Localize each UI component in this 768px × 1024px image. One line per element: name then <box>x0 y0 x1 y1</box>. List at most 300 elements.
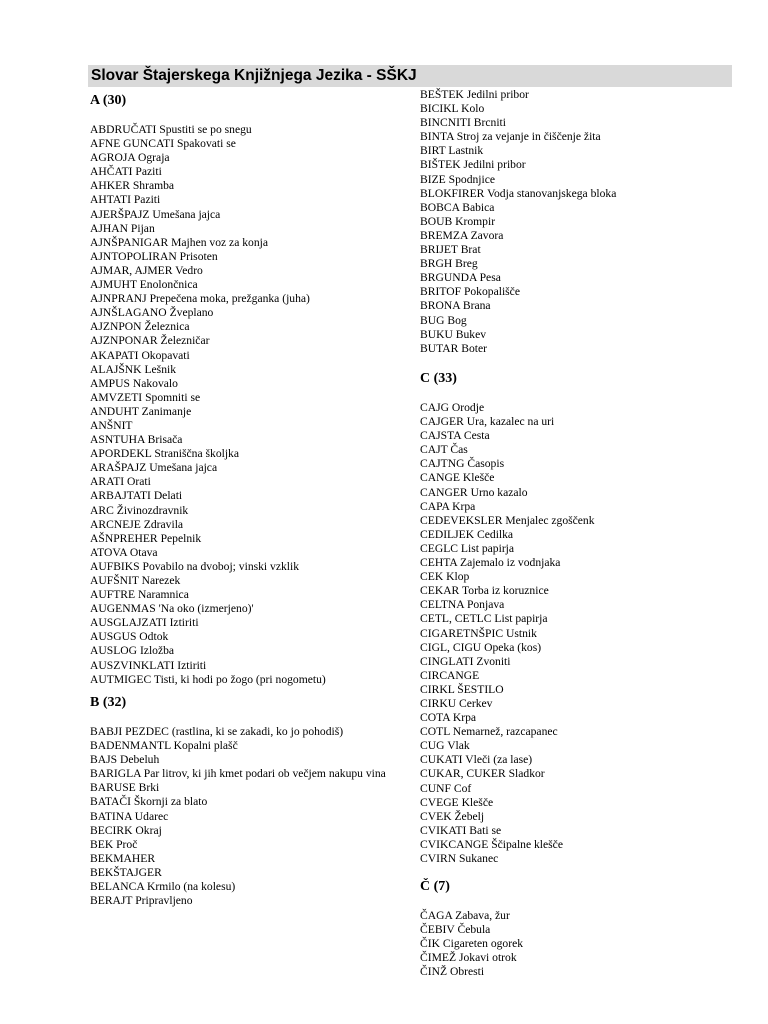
entry-term: ANŠNIT <box>90 418 133 432</box>
entry-definition: Brisača <box>147 433 183 447</box>
dictionary-entry <box>420 471 740 485</box>
entry-term: AHTATI <box>90 193 131 207</box>
entry-definition: (rastlina, ki se zakadi, ko jo pohodiš) <box>171 725 344 738</box>
entry-definition: Prepečena moka, prežganka (juha) <box>149 292 310 306</box>
entry-definition: Brki <box>138 781 160 795</box>
dictionary-entry <box>90 880 410 894</box>
entry-term: BARUSE <box>90 781 136 795</box>
title-bar <box>88 65 732 87</box>
dictionary-entry <box>90 588 410 602</box>
dictionary-entry <box>90 504 410 518</box>
dictionary-entry <box>420 314 740 328</box>
dictionary-entry <box>420 683 740 697</box>
entry-definition: Pepelnik <box>160 531 202 545</box>
dictionary-entry <box>90 739 410 753</box>
entry-term: CEK <box>420 570 444 584</box>
dictionary-entry <box>420 627 740 641</box>
dictionary-entry <box>90 123 410 137</box>
entry-definition: Kolo <box>461 102 485 116</box>
entry-term: CELTNA <box>420 598 465 612</box>
entry-term: ČIMEŽ <box>420 951 457 965</box>
entry-definition: Umešana jajca <box>149 461 218 475</box>
entry-definition: 'Na oko (izmerjeno)' <box>158 602 254 616</box>
entry-definition: Boter <box>461 341 488 355</box>
entry-definition: Ščipalne klešče <box>491 837 563 851</box>
dictionary-entry <box>420 641 740 655</box>
entry-term: CIRKU <box>420 696 457 710</box>
letter-section <box>90 694 410 908</box>
dictionary-entry <box>90 137 410 151</box>
entry-term: COTL <box>420 725 450 739</box>
entry-term: CEDEVEKSLER <box>420 513 503 527</box>
entry-definition: Orati <box>127 475 151 489</box>
dictionary-entry <box>420 486 740 500</box>
entry-definition: Cerkev <box>458 696 493 710</box>
entry-definition: Obresti <box>449 965 485 979</box>
entry-definition: Spakovati se <box>176 137 236 151</box>
dictionary-entry <box>420 257 740 271</box>
entry-term: BABJI PEZDEC <box>90 725 169 738</box>
dictionary-entry <box>90 320 410 334</box>
section-heading: B (32) <box>90 695 127 710</box>
dictionary-entry <box>90 795 410 809</box>
dictionary-entry <box>90 179 410 193</box>
dictionary-entry <box>90 489 410 503</box>
section-heading: C (33) <box>420 371 457 386</box>
entry-term: ARATI <box>90 475 125 489</box>
entry-definition: Zavora <box>470 228 504 242</box>
dictionary-entry <box>420 443 740 457</box>
entry-term: ČINŽ <box>420 965 448 979</box>
dictionary-entry <box>420 937 740 951</box>
entry-definition: Jedilni pribor <box>466 88 529 101</box>
entry-term: CVEK <box>420 809 452 823</box>
dictionary-entry <box>420 739 740 753</box>
entry-term: ČAGA <box>420 909 453 922</box>
entry-term: ČIK <box>420 937 440 951</box>
entry-term: AUSGLAJZATI <box>90 616 167 630</box>
entry-definition: Babica <box>462 200 495 214</box>
entry-definition: ŠESTILO <box>457 682 504 696</box>
entry-term: BOBCA <box>420 200 460 214</box>
document-title: Slovar Štajerskega Knjižnjega Jezika - SŠKJ <box>91 67 417 84</box>
entry-definition: Breg <box>455 257 478 271</box>
entry-term: AUSLOG <box>90 644 138 658</box>
entry-definition: Paziti <box>135 165 162 179</box>
dictionary-entry <box>420 697 740 711</box>
entry-term: BECIRK <box>90 823 133 837</box>
entry-term: AUFŠNIT <box>90 574 139 587</box>
entry-definition: Zdravila <box>143 517 184 531</box>
dictionary-entry <box>90 250 410 264</box>
entry-term: CIGL, CIGU <box>420 640 482 654</box>
entry-term: BAJS <box>90 753 118 767</box>
entry-term: BRITOF <box>420 285 462 299</box>
dictionary-entry <box>420 782 740 796</box>
entry-definition: Vleči (za lase) <box>465 753 533 767</box>
dictionary-entry <box>90 838 410 852</box>
entry-definition: Sukanec <box>458 852 499 865</box>
dictionary-entry <box>90 753 410 767</box>
dictionary-entry <box>420 951 740 965</box>
entry-term: BEKMAHER <box>90 851 156 865</box>
dictionary-entry <box>420 528 740 542</box>
dictionary-entry <box>90 518 410 532</box>
dictionary-entry <box>90 363 410 377</box>
entry-term: CEDILJEK <box>420 527 475 541</box>
dictionary-entry <box>90 419 410 433</box>
dictionary-entry <box>420 556 740 570</box>
entry-list <box>420 401 740 866</box>
entry-term: AJNTOPOLIRAN <box>90 249 177 263</box>
entry-term: BIŠTEK <box>420 158 461 172</box>
dictionary-entry <box>420 342 740 356</box>
entry-definition: Zvoniti <box>476 654 511 668</box>
entry-definition: Cigareten ogorek <box>442 937 524 951</box>
entry-term: BEKŠTAJGER <box>90 865 162 879</box>
section-heading: Č (7) <box>420 879 450 894</box>
entry-definition: Ura, kazalec na uri <box>466 415 555 429</box>
dictionary-entry <box>90 349 410 363</box>
dictionary-entry <box>90 447 410 461</box>
entry-definition: Krpa <box>452 711 477 725</box>
entry-term: ARAŠPAJZ <box>90 461 147 475</box>
entry-term: AKAPATI <box>90 348 139 362</box>
entry-definition: Jokavi otrok <box>458 951 517 965</box>
dictionary-entry <box>90 278 410 292</box>
entry-term: AUTMIGEC <box>90 672 152 686</box>
entry-definition: Žveplano <box>169 306 214 320</box>
entry-term: ATOVA <box>90 545 127 559</box>
entry-term: CIGARETNŠPIC <box>420 626 504 640</box>
entry-term: BELANCA <box>90 880 145 894</box>
entry-definition: Povabilo na dvoboj; vinski vzklik <box>142 559 300 573</box>
entry-definition: Vlak <box>447 739 470 753</box>
entry-term: CETL, CETLC <box>420 612 492 626</box>
entry-definition: Odtok <box>139 630 169 644</box>
dictionary-entry <box>90 292 410 306</box>
dictionary-entry <box>420 215 740 229</box>
entry-definition: Zajemalo iz vodnjaka <box>459 556 561 570</box>
entry-definition: Narezek <box>141 574 181 587</box>
dictionary-entry <box>420 669 740 683</box>
dictionary-entry <box>90 725 410 739</box>
entry-term: BRONA <box>420 299 460 313</box>
dictionary-entry <box>420 711 740 725</box>
entry-term: CAJT <box>420 443 448 457</box>
entry-definition: Torba iz koruznice <box>462 584 549 598</box>
entry-term: ČEBIV <box>420 923 455 937</box>
dictionary-entry <box>420 144 740 158</box>
entry-term: CVIKATI <box>420 823 467 837</box>
entry-term: ARBAJTATI <box>90 489 151 503</box>
dictionary-entry <box>420 852 740 866</box>
entry-term: AJZNPON <box>90 320 142 334</box>
entry-term: BIRT <box>420 144 446 158</box>
letter-section <box>90 92 410 687</box>
entry-term: CUKAR, CUKER <box>420 767 506 781</box>
entry-definition: Cof <box>453 781 472 795</box>
entry-term: BIZE <box>420 172 446 186</box>
entry-term: CAJTNG <box>420 457 465 471</box>
dictionary-entry <box>90 767 402 781</box>
entry-term: ANDUHT <box>90 404 139 418</box>
entry-definition: Stroj za vejanje in čiščenje žita <box>456 130 601 144</box>
dictionary-entry <box>90 405 410 419</box>
entry-term: AUFTRE <box>90 588 136 602</box>
dictionary-entry <box>420 158 740 172</box>
dictionary-entry <box>90 546 410 560</box>
entry-definition: Vodja stanovanjskega bloka <box>487 186 617 200</box>
entry-definition: Vedro <box>175 263 203 277</box>
dictionary-entry <box>420 229 740 243</box>
entry-term: BRGUNDA <box>420 271 477 285</box>
dictionary-entry <box>90 574 410 588</box>
dictionary-entry <box>420 328 740 342</box>
dictionary-entry <box>420 612 740 626</box>
entry-definition: Jedilni pribor <box>463 158 526 172</box>
entry-definition: Krpa <box>452 499 476 513</box>
dictionary-entry <box>90 151 410 165</box>
dictionary-entry <box>90 461 410 475</box>
entry-definition: Brat <box>460 243 481 257</box>
dictionary-entry <box>420 201 740 215</box>
entry-definition: Enolončnica <box>139 278 198 292</box>
entry-definition: Lastnik <box>448 144 484 158</box>
entry-term: CEKAR <box>420 584 460 598</box>
entry-definition: Ustnik <box>506 626 537 640</box>
entry-term: CAJG <box>420 401 449 414</box>
letter-section <box>420 370 740 866</box>
dictionary-entry <box>90 644 410 658</box>
entry-definition: Klešče <box>461 795 494 809</box>
entry-term: BINTA <box>420 130 454 144</box>
entry-term: CINGLATI <box>420 654 474 668</box>
entry-term: CANGER <box>420 485 468 499</box>
letter-section <box>420 88 740 356</box>
entry-term: AMVZETI <box>90 390 143 404</box>
entry-term: AJNPRANJ <box>90 292 147 306</box>
entry-term: CUNF <box>420 781 451 795</box>
entry-definition: Spomniti se <box>145 390 201 404</box>
entry-term: CEHTA <box>420 556 458 570</box>
entry-term: BUG <box>420 313 445 327</box>
dictionary-entry <box>90 475 410 489</box>
entry-term: BATINA <box>90 809 132 823</box>
entry-definition: Pijan <box>130 221 155 235</box>
entry-term: AJMAR, AJMER <box>90 263 173 277</box>
entry-term: CAJGER <box>420 415 464 429</box>
dictionary-entry <box>420 102 740 116</box>
dictionary-entry <box>420 796 740 810</box>
entry-definition: Žebelj <box>454 809 485 823</box>
entry-definition: Časopis <box>467 457 505 471</box>
entry-term: ABDRUČATI <box>90 123 157 136</box>
entry-term: BARIGLA <box>90 767 141 781</box>
entry-term: AGROJA <box>90 151 136 165</box>
dictionary-entry <box>90 433 410 447</box>
entry-term: AUSZVINKLATI <box>90 658 175 672</box>
entry-term: AFNE GUNCATI <box>90 137 175 151</box>
dictionary-entry <box>420 187 740 201</box>
entry-term: BRGH <box>420 257 453 271</box>
entry-term: ARCNEJE <box>90 517 141 531</box>
entry-definition: Bati se <box>469 823 502 837</box>
entry-term: AJMUHT <box>90 278 137 292</box>
entry-term: CVIRN <box>420 852 457 865</box>
dictionary-entry <box>420 88 740 102</box>
entry-definition: Spodnjice <box>448 172 496 186</box>
dictionary-entry <box>420 401 740 415</box>
dictionary-entry <box>420 271 740 285</box>
entry-term: BADENMANTL <box>90 739 171 753</box>
entry-definition: List papirja <box>494 612 548 626</box>
dictionary-entry <box>420 130 740 144</box>
dictionary-entry <box>90 165 410 179</box>
entry-definition: Klop <box>446 570 470 584</box>
entry-term: BEK <box>90 837 114 851</box>
entry-definition: Železnica <box>144 320 190 334</box>
entry-term: ALAJŠNK <box>90 362 142 376</box>
dictionary-entry <box>90 616 410 630</box>
entry-definition: Zabava, žur <box>455 909 510 922</box>
entry-definition: Urno kazalo <box>470 485 528 499</box>
entry-list <box>90 725 410 908</box>
entry-term: CIRCANGE <box>420 668 480 682</box>
dictionary-entry <box>90 630 410 644</box>
dictionary-entry <box>420 285 740 299</box>
dictionary-entry <box>420 909 740 923</box>
dictionary-entry <box>90 852 410 866</box>
entry-definition: Umešana jajca <box>152 207 221 221</box>
entry-term: CVEGE <box>420 795 459 809</box>
entry-definition: Pokopališče <box>463 285 520 299</box>
dictionary-entry <box>90 391 410 405</box>
entry-term: BLOKFIRER <box>420 186 485 200</box>
entry-term: BUTAR <box>420 341 459 355</box>
entry-term: BREMZA <box>420 228 468 242</box>
entry-term: CVIKCANGE <box>420 837 489 851</box>
entry-definition: Okopavati <box>141 348 190 362</box>
entry-definition: Proč <box>116 837 138 851</box>
dictionary-entry <box>90 781 410 795</box>
entry-definition: Lešnik <box>144 362 177 376</box>
entry-definition: List papirja <box>460 541 515 555</box>
dictionary-entry <box>420 299 740 313</box>
entry-definition: Zanimanje <box>141 404 192 418</box>
entry-definition: Opeka (kos) <box>484 640 542 654</box>
entry-definition: Udarec <box>134 809 169 823</box>
dictionary-entry <box>90 222 410 236</box>
dictionary-entry <box>420 725 740 739</box>
dictionary-entry <box>420 173 740 187</box>
entry-term: AJNŠLAGANO <box>90 306 167 320</box>
entry-term: BINCNITI <box>420 116 471 130</box>
entry-term: CANGE <box>420 471 460 485</box>
entry-term: BICIKL <box>420 102 459 116</box>
entry-term: AUSGUS <box>90 630 137 644</box>
entry-list <box>420 909 740 979</box>
dictionary-entry <box>420 753 740 767</box>
dictionary-entry <box>420 655 740 669</box>
dictionary-entry <box>90 866 410 880</box>
dictionary-entry <box>90 810 410 824</box>
entry-term: AJHAN <box>90 221 129 235</box>
entry-definition: Shramba <box>132 179 175 193</box>
entry-definition: Sladkor <box>508 767 545 781</box>
dictionary-entry <box>90 824 410 838</box>
entry-definition: Nemarnež, razcapanec <box>452 725 558 739</box>
entry-definition: Paziti <box>133 193 161 207</box>
entry-term: APORDEKL <box>90 447 152 461</box>
entry-definition: Brana <box>462 299 491 313</box>
entry-term: ARC <box>90 503 114 517</box>
dictionary-entry <box>420 598 740 612</box>
dictionary-entry <box>420 542 740 556</box>
entry-term: AJERŠPAJZ <box>90 207 150 221</box>
entry-term: COTA <box>420 711 450 725</box>
dictionary-entry <box>90 236 410 250</box>
entry-term: AHKER <box>90 179 130 193</box>
dictionary-entry <box>420 243 740 257</box>
entry-definition: Čebula <box>457 923 491 937</box>
entry-term: BATAČI <box>90 795 131 809</box>
section-heading: A (30) <box>90 93 127 108</box>
dictionary-entry <box>420 767 740 781</box>
dictionary-entry <box>420 415 740 429</box>
dictionary-entry <box>420 457 740 471</box>
entry-definition: Prisoten <box>179 249 218 263</box>
entry-definition: Bog <box>447 313 467 327</box>
entry-definition: Spustiti se po snegu <box>159 123 252 136</box>
entry-definition: Železničar <box>160 334 210 348</box>
dictionary-entry <box>420 824 740 838</box>
dictionary-entry <box>90 264 410 278</box>
entry-definition: Ponjava <box>466 598 505 612</box>
entry-term: AŠNPREHER <box>90 531 158 545</box>
entry-term: CAPA <box>420 499 450 513</box>
entry-term: AUFBIKS <box>90 559 140 573</box>
entry-definition: Cedilka <box>477 527 514 541</box>
dictionary-entry <box>90 193 410 207</box>
entry-definition: Škornji za blato <box>133 795 208 809</box>
entry-definition: Čas <box>450 443 468 457</box>
dictionary-entry <box>90 532 410 546</box>
dictionary-entry <box>90 306 410 320</box>
entry-definition: Živinozdravnik <box>116 503 189 517</box>
entry-term: AJZNPONAR <box>90 334 158 348</box>
entry-term: AMPUS <box>90 376 130 390</box>
dictionary-entry <box>90 602 410 616</box>
entry-definition: Pesa <box>479 271 501 285</box>
entry-definition: Orodje <box>451 401 485 414</box>
entry-term: CAJSTA <box>420 429 461 443</box>
entry-definition: Nakovalo <box>132 376 178 390</box>
entry-term: CUKATI <box>420 753 463 767</box>
entry-definition: Pripravljeno <box>135 894 193 908</box>
entry-term: CEGLC <box>420 541 459 555</box>
entry-definition: Tisti, ki hodi po žogo (pri nogometu) <box>153 672 326 686</box>
entry-term: CIRKL <box>420 682 455 696</box>
entry-definition: Naramnica <box>138 588 189 602</box>
entry-list <box>90 123 410 687</box>
entry-definition: Bukev <box>455 327 487 341</box>
entry-definition: Brcniti <box>473 116 506 130</box>
entry-term: ASNTUHA <box>90 433 145 447</box>
letter-section <box>420 878 740 979</box>
dictionary-entry <box>420 810 740 824</box>
entry-definition: Iztiriti <box>169 616 199 630</box>
